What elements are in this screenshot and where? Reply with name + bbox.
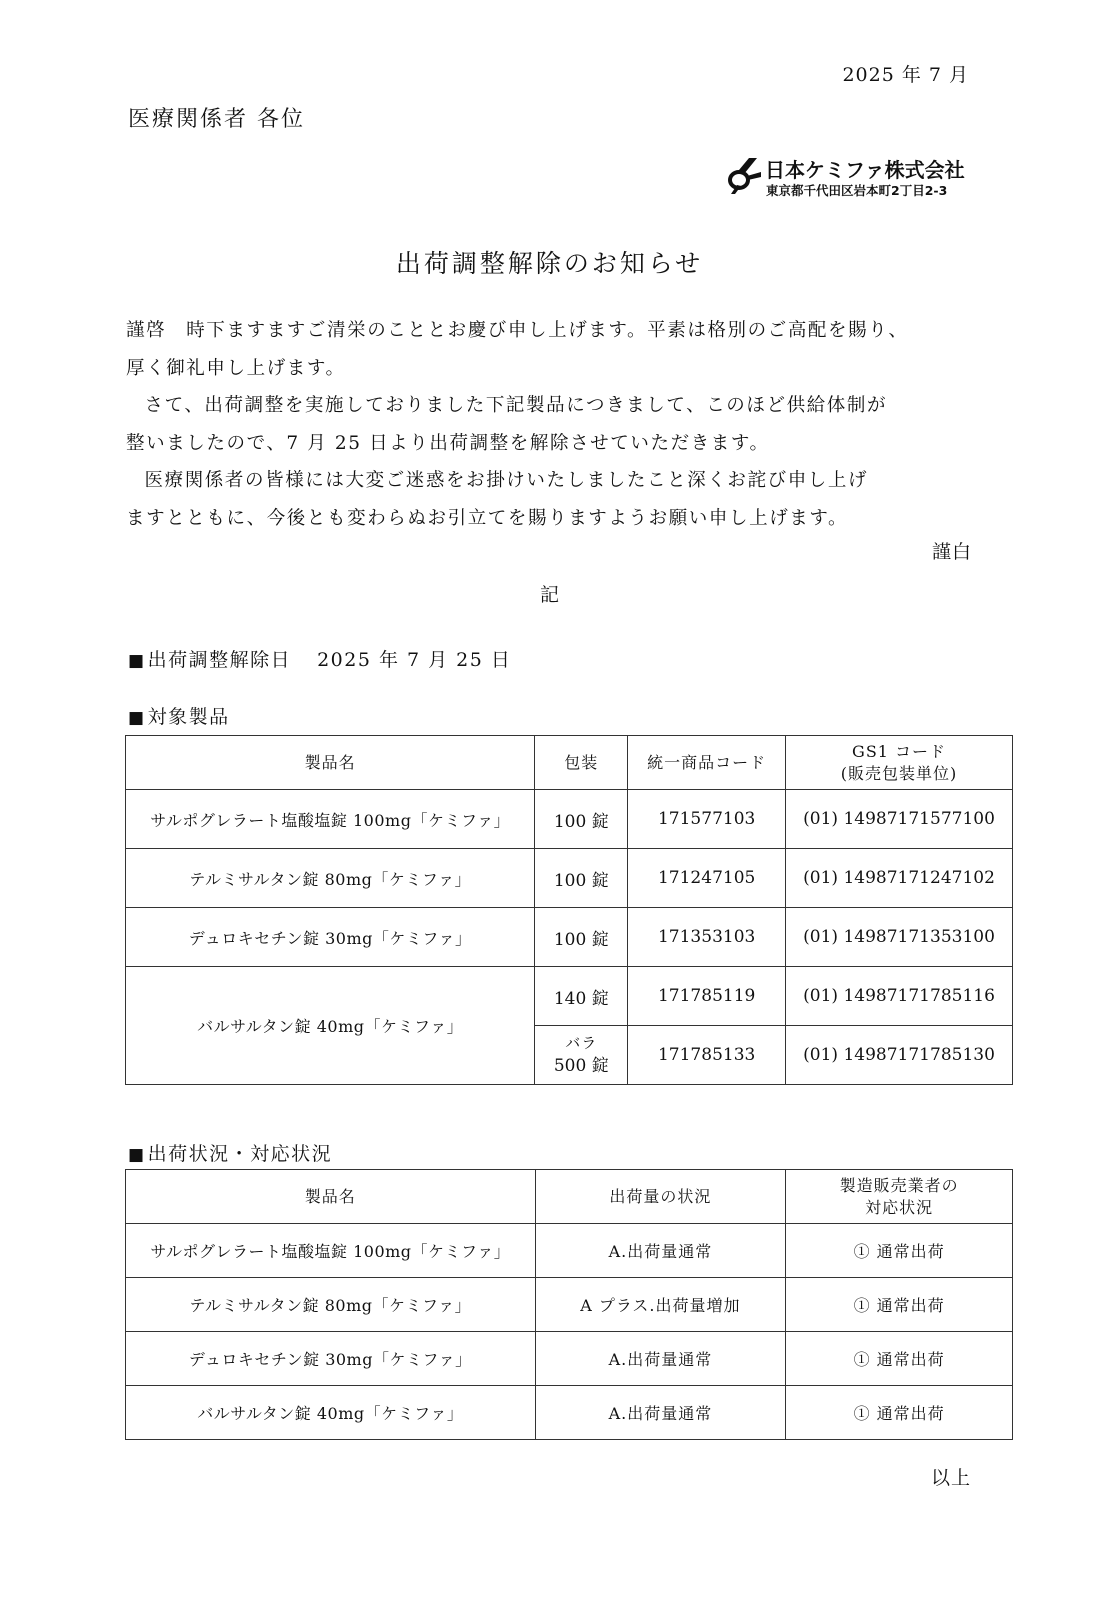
response-cell: ① 通常出荷 xyxy=(786,1278,1013,1332)
code-cell: 171577103 xyxy=(628,790,786,849)
table-row xyxy=(126,1332,1013,1386)
package-line: バラ xyxy=(565,1034,598,1052)
product-name-cell: バルサルタン錠 40mg「ケミファ」 xyxy=(126,1386,536,1440)
document-date: 2025 年 7 月 xyxy=(842,64,969,86)
gs1-cell: (01) 14987171577100 xyxy=(786,790,1013,849)
table-header-row xyxy=(126,1170,1013,1224)
package-cell: 140 錠 xyxy=(535,967,628,1026)
chemiphar-logo-icon xyxy=(727,156,763,196)
body-line: ますとともに、今後とも変わらぬお引立てを賜りますようお願い申し上げます。 xyxy=(126,507,849,529)
closing-word: 謹白 xyxy=(931,541,972,563)
package-cell: 100 錠 xyxy=(535,790,628,849)
product-name-cell: テルミサルタン錠 80mg「ケミファ」 xyxy=(126,849,535,908)
addressee: 医療関係者 各位 xyxy=(128,107,305,132)
code-cell: 171247105 xyxy=(628,849,786,908)
table-row xyxy=(126,1278,1013,1332)
header-cell: 製品名 xyxy=(126,1170,536,1224)
status-heading-label: 出荷状況・対応状況 xyxy=(147,1143,333,1165)
header-cell: 出荷量の状況 xyxy=(535,1170,786,1224)
body-line: 厚く御礼申し上げます。 xyxy=(126,357,346,379)
response-header-line: 対応状況 xyxy=(865,1197,934,1217)
status-heading xyxy=(128,1139,332,1166)
gs1-header-line: GS1 コード xyxy=(852,741,947,761)
table-header-row xyxy=(126,736,1013,790)
square-bullet-icon: ■ xyxy=(128,1145,146,1165)
table-row xyxy=(126,1224,1013,1278)
gs1-cell: (01) 14987171785130 xyxy=(786,1026,1013,1085)
square-bullet-icon: ■ xyxy=(128,651,146,671)
gs1-cell: (01) 14987171353100 xyxy=(786,908,1013,967)
release-date-line xyxy=(128,645,511,672)
package-cell: 100 錠 xyxy=(535,849,628,908)
gs1-header-line: (販売包装単位) xyxy=(840,763,958,783)
status-table xyxy=(125,1169,1013,1440)
company-address: 東京都千代田区岩本町2丁目2-3 xyxy=(766,183,948,198)
header-cell: 包装 xyxy=(535,736,628,790)
package-cell xyxy=(535,1026,628,1085)
body-line: 謹啓 時下ますますご清栄のこととお慶び申し上げます。平素は格別のご高配を賜り、 xyxy=(126,320,909,341)
package-line: 500 錠 xyxy=(553,1056,609,1076)
product-name-cell: デュロキセチン錠 30mg「ケミファ」 xyxy=(126,1332,536,1386)
product-name-cell: テルミサルタン錠 80mg「ケミファ」 xyxy=(126,1278,536,1332)
code-cell: 171785119 xyxy=(628,967,786,1026)
volume-cell: A.出荷量通常 xyxy=(535,1386,786,1440)
product-name-cell: バルサルタン錠 40mg「ケミファ」 xyxy=(126,967,535,1085)
code-cell: 171353103 xyxy=(628,908,786,967)
company-name: 日本ケミファ株式会社 xyxy=(765,158,965,182)
table-row xyxy=(126,908,1013,967)
volume-cell: A プラス.出荷量増加 xyxy=(535,1278,786,1332)
product-name-cell: デュロキセチン錠 30mg「ケミファ」 xyxy=(126,908,535,967)
body-line: さて、出荷調整を実施しておりました下記製品につきまして、このほど供給体制が xyxy=(144,395,888,416)
company-block xyxy=(727,152,977,202)
header-cell xyxy=(786,736,1013,790)
response-header-line: 製造販売業者の xyxy=(839,1175,959,1195)
body-line: 整いましたので、7 月 25 日より出荷調整を解除させていただきます。 xyxy=(126,432,770,454)
table-row xyxy=(126,1386,1013,1440)
product-name-cell: サルポグレラート塩酸塩錠 100mg「ケミファ」 xyxy=(126,1224,536,1278)
package-cell: 100 錠 xyxy=(535,908,628,967)
volume-cell: A.出荷量通常 xyxy=(535,1332,786,1386)
gs1-cell: (01) 14987171785116 xyxy=(786,967,1013,1026)
header-cell: 製品名 xyxy=(126,736,535,790)
header-cell xyxy=(786,1170,1013,1224)
page-title: 出荷調整解除のお知らせ xyxy=(395,249,704,278)
products-heading-label: 対象製品 xyxy=(147,706,230,728)
products-table xyxy=(125,735,1013,1085)
letter-body xyxy=(126,312,986,537)
ki-heading: 記 xyxy=(539,584,559,606)
products-heading xyxy=(128,702,230,729)
response-cell: ① 通常出荷 xyxy=(786,1224,1013,1278)
code-cell: 171785133 xyxy=(628,1026,786,1085)
gs1-cell: (01) 14987171247102 xyxy=(786,849,1013,908)
end-mark: 以上 xyxy=(930,1467,971,1489)
product-name-cell: サルポグレラート塩酸塩錠 100mg「ケミファ」 xyxy=(126,790,535,849)
response-cell: ① 通常出荷 xyxy=(786,1332,1013,1386)
table-row xyxy=(126,967,1013,1026)
table-row xyxy=(126,849,1013,908)
release-date: 2025 年 7 月 25 日 xyxy=(317,649,512,671)
volume-cell: A.出荷量通常 xyxy=(535,1224,786,1278)
header-cell: 統一商品コード xyxy=(628,736,786,790)
release-label: 出荷調整解除日 xyxy=(147,649,292,671)
square-bullet-icon: ■ xyxy=(128,708,146,728)
body-line: 医療関係者の皆様には大変ご迷惑をお掛けいたしましたこと深くお詫び申し上げ xyxy=(144,470,869,491)
response-cell: ① 通常出荷 xyxy=(786,1386,1013,1440)
table-row xyxy=(126,790,1013,849)
